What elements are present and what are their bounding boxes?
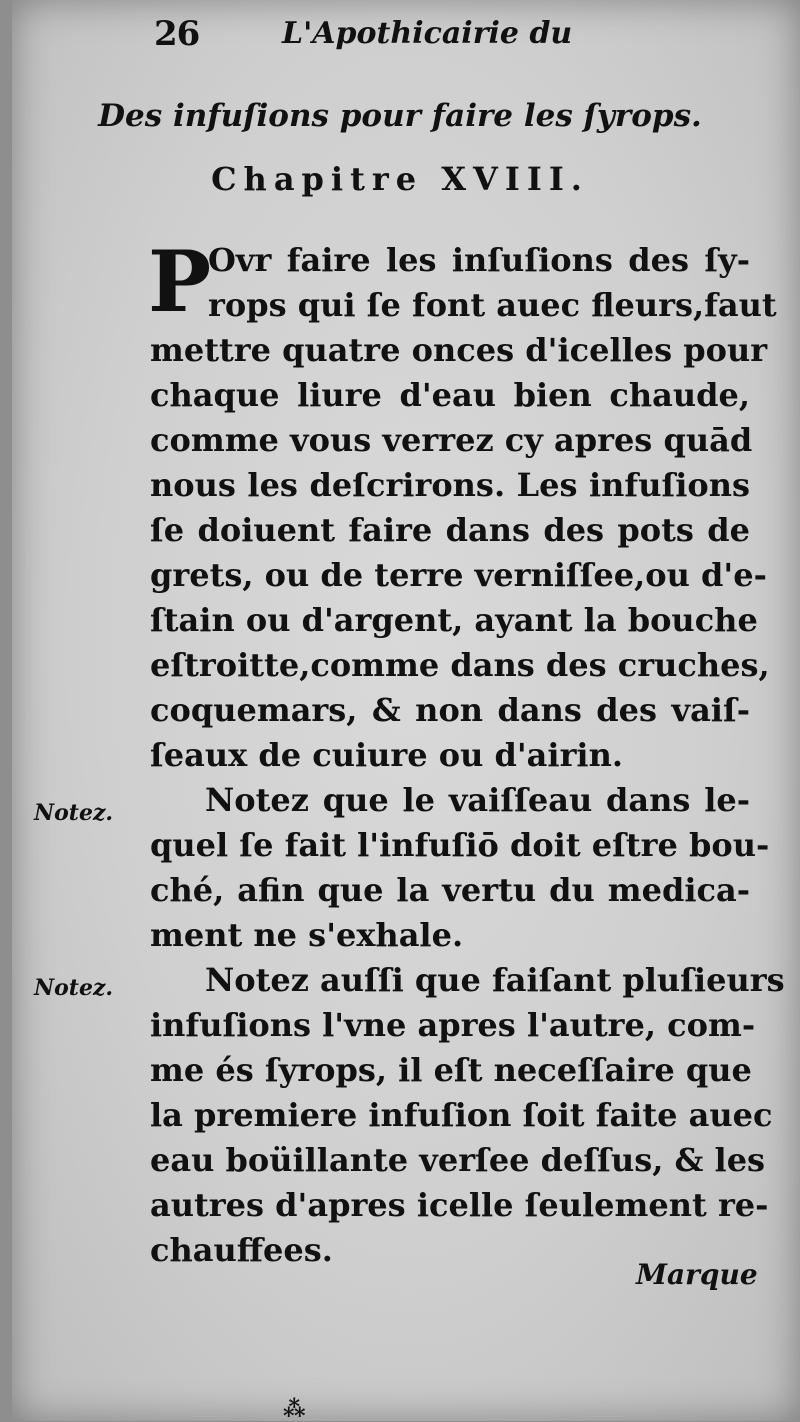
running-title: L'Apothicairie du — [282, 16, 573, 51]
margin-note: Notez. — [34, 800, 114, 826]
drop-cap: P — [148, 232, 212, 331]
margin-note: Notez. — [34, 975, 114, 1001]
text-line: ſtain ou d'argent, ayant la bouche — [150, 601, 758, 639]
text-line: autres d'apres icelle ſeulement re- — [150, 1186, 769, 1224]
text-line: Notez auſſi que faiſant pluſieurs — [205, 961, 785, 999]
text-line: Notez que le vaiſſeau dans le- — [205, 781, 750, 819]
text-line: ſeaux de cuiure ou d'airin. — [150, 736, 623, 774]
show-through — [652, 60, 660, 90]
text-line: ment ne s'exhale. — [150, 916, 464, 954]
text-line: ſe doiuent faire dans des pots de — [150, 511, 750, 549]
text-line: chaque liure d'eau bien chaude, — [150, 376, 750, 414]
text-line: me és ſyrops, il eſt neceſſaire que — [150, 1051, 752, 1089]
text-line: rops qui ſe font auec fleurs,faut — [208, 286, 777, 324]
text-line: infuſions l'vne apres l'autre, com- — [150, 1006, 756, 1044]
chapter-heading: Chapitre XVIII. — [211, 160, 589, 198]
text-line: quel ſe fait l'infuſiō doit eſtre bou- — [150, 826, 770, 864]
text-line: eau boüillante verſee deſſus, & les — [150, 1141, 766, 1179]
text-line: ché, afin que la vertu du medica- — [150, 871, 750, 909]
text-line: grets, ou de terre verniſſee,ou d'e- — [150, 556, 767, 594]
signature-mark-ornament: ⁂ — [283, 1396, 306, 1422]
catchword: Marque — [636, 1258, 758, 1291]
text-line: la premiere infuſion ſoit faite auec — [150, 1096, 773, 1134]
text-line: nous les deſcrirons. Les infuſions — [150, 466, 750, 504]
body-text — [148, 232, 785, 1273]
text-line: Ovr faire les inſuſions des ſy- — [208, 241, 750, 279]
section-subtitle: Des infuſions pour faire les ſyrops. — [98, 98, 702, 134]
text-line: eſtroitte,comme dans des cruches, — [150, 646, 770, 684]
running-head — [154, 8, 774, 58]
page-number: 26 — [154, 14, 200, 54]
text-line: coquemars, & non dans des vaiſ- — [150, 691, 750, 729]
text-line: mettre quatre onces d'icelles pour — [150, 331, 768, 369]
text-line: chauffees. — [150, 1231, 333, 1269]
text-line: comme vous verrez cy apres quād — [150, 421, 753, 459]
